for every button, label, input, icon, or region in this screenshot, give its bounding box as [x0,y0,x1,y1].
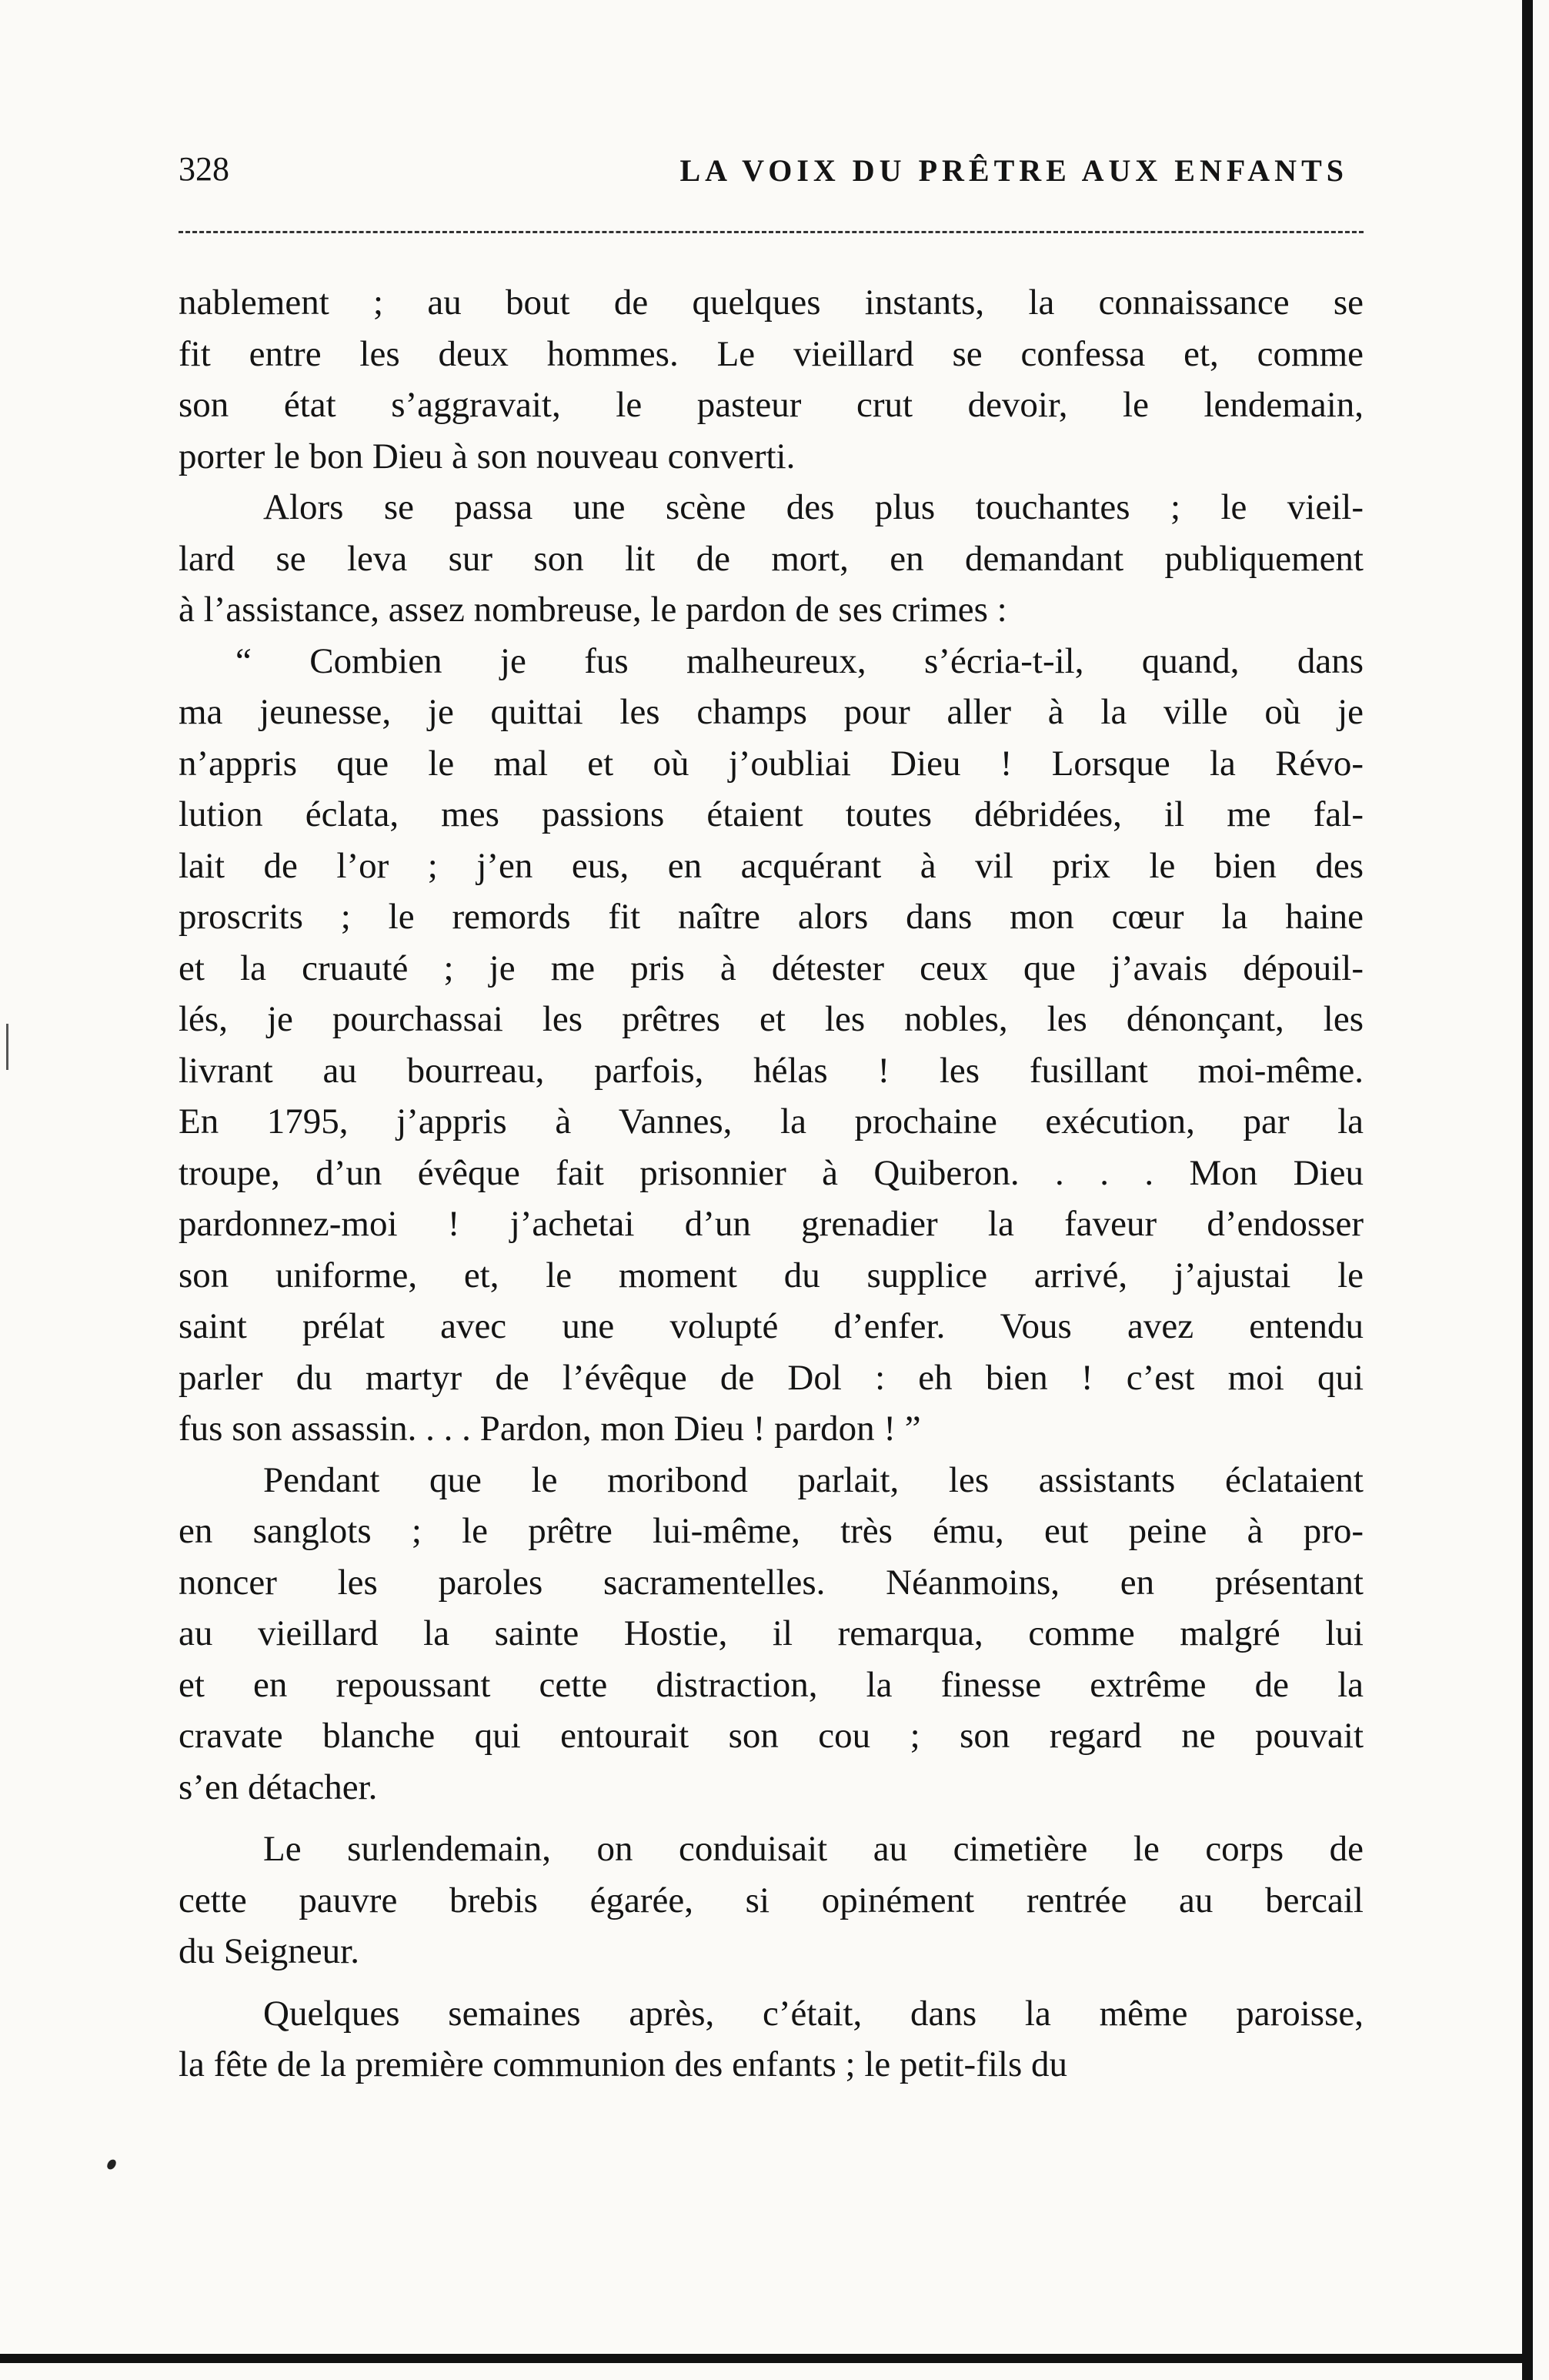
text-line: et en repoussant cette distraction, la finesse extrême de la [179,1664,1364,1705]
text-line: fus son assassin. . . . Pardon, mon Dieu ! pardon ! ” [179,1409,921,1449]
paragraph [179,482,1364,636]
text-line: Pendant que le moribond parlait, les assistants éclataient [263,1459,1364,1500]
text-line: au vieillard la sainte Hostie, il remarqua, comme malgré lui [179,1613,1364,1653]
text-line: pardonnez-moi ! j’achetai d’un grenadier la faveur d’endosser [179,1204,1364,1244]
text-line: à l’assistance, assez nombreuse, le pardon de ses crimes : [179,590,1007,630]
text-line: “ Combien je fus malheureux, s’écria-t-il, quand, dans [235,640,1364,681]
text-line: son état s’aggravait, le pasteur crut devoir, le lendemain, [179,385,1364,425]
text-line: livrant au bourreau, parfois, hélas ! les fusillant moi-même. [179,1050,1364,1091]
paragraph [179,1988,1364,2091]
running-title: LA VOIX DU PRÊTRE AUX ENFANTS [679,153,1348,188]
text-line: du Seigneur. [179,1931,359,1971]
page-edge-shadow-bottom [0,2354,1533,2363]
text-line: En 1795, j’appris à Vannes, la prochaine exécution, par la [179,1101,1364,1142]
paragraph [179,1823,1364,1977]
paragraph [179,277,1364,482]
text-line: s’en détacher. [179,1767,378,1807]
gutter-mark [6,1024,8,1070]
text-line: proscrits ; le remords fit naître alors dans mon cœur la haine [179,897,1364,937]
paragraph [179,1455,1364,1813]
header-rule [179,231,1364,233]
text-line: Alors se passa une scène des plus touchantes ; le vieil- [263,487,1364,527]
text-line: fit entre les deux hommes. Le vieillard se confessa et, comme [179,333,1364,374]
running-header [179,146,1364,200]
text-line: noncer les paroles sacramentelles. Néanmoins, en présentant [179,1562,1364,1603]
text-line: lard se leva sur son lit de mort, en demandant publiquement [179,538,1364,579]
body-text [179,277,1364,2091]
text-line: cravate blanche qui entourait son cou ; son regard ne pouvait [179,1716,1364,1756]
text-line: nablement ; au bout de quelques instants, la connaissance se [179,282,1364,323]
text-line: et la cruauté ; je me pris à détester ceux que j’avais dépouil- [179,948,1364,988]
text-line: lait de l’or ; j’en eus, en acquérant à vil prix le bien des [179,845,1364,886]
text-line: ma jeunesse, je quittai les champs pour aller à la ville où je [179,692,1364,732]
text-line: saint prélat avec une volupté d’enfer. Vous avez entendu [179,1306,1364,1346]
text-line: son uniforme, et, le moment du supplice arrivé, j’ajustai le [179,1255,1364,1295]
text-line: n’appris que le mal et où j’oubliai Dieu ! Lorsque la Révo- [179,743,1364,784]
text-line: la fête de la première communion des enfants ; le petit-fils du [179,2044,1068,2084]
text-line: Le surlendemain, on conduisait au cimetière le corps de [263,1829,1364,1869]
text-line: Quelques semaines après, c’était, dans la même paroisse, [263,1993,1364,2034]
paragraph-gap [179,1977,1364,1988]
text-line: parler du martyr de l’évêque de Dol : eh bien ! c’est moi qui [179,1357,1364,1398]
text-line: lés, je pourchassai les prêtres et les nobles, les dénonçant, les [179,999,1364,1039]
page-margin-right [1533,0,1549,2380]
text-line: porter le bon Dieu à son nouveau converti. [179,436,796,476]
paragraph [179,636,1364,1455]
page-edge-shadow-right [1522,0,1533,2380]
text-line: cette pauvre brebis égarée, si opinément rentrée au bercail [179,1880,1364,1920]
page-number: 328 [179,150,229,188]
text-line: lution éclata, mes passions étaient toutes débridées, il me fal- [179,794,1364,834]
text-line: en sanglots ; le prêtre lui-même, très ému, eut peine à pro- [179,1511,1364,1551]
paragraph-gap [179,1813,1364,1823]
text-line: troupe, d’un évêque fait prisonnier à Quiberon. . . . Mon Dieu [179,1152,1364,1193]
ink-speck [105,2158,118,2171]
